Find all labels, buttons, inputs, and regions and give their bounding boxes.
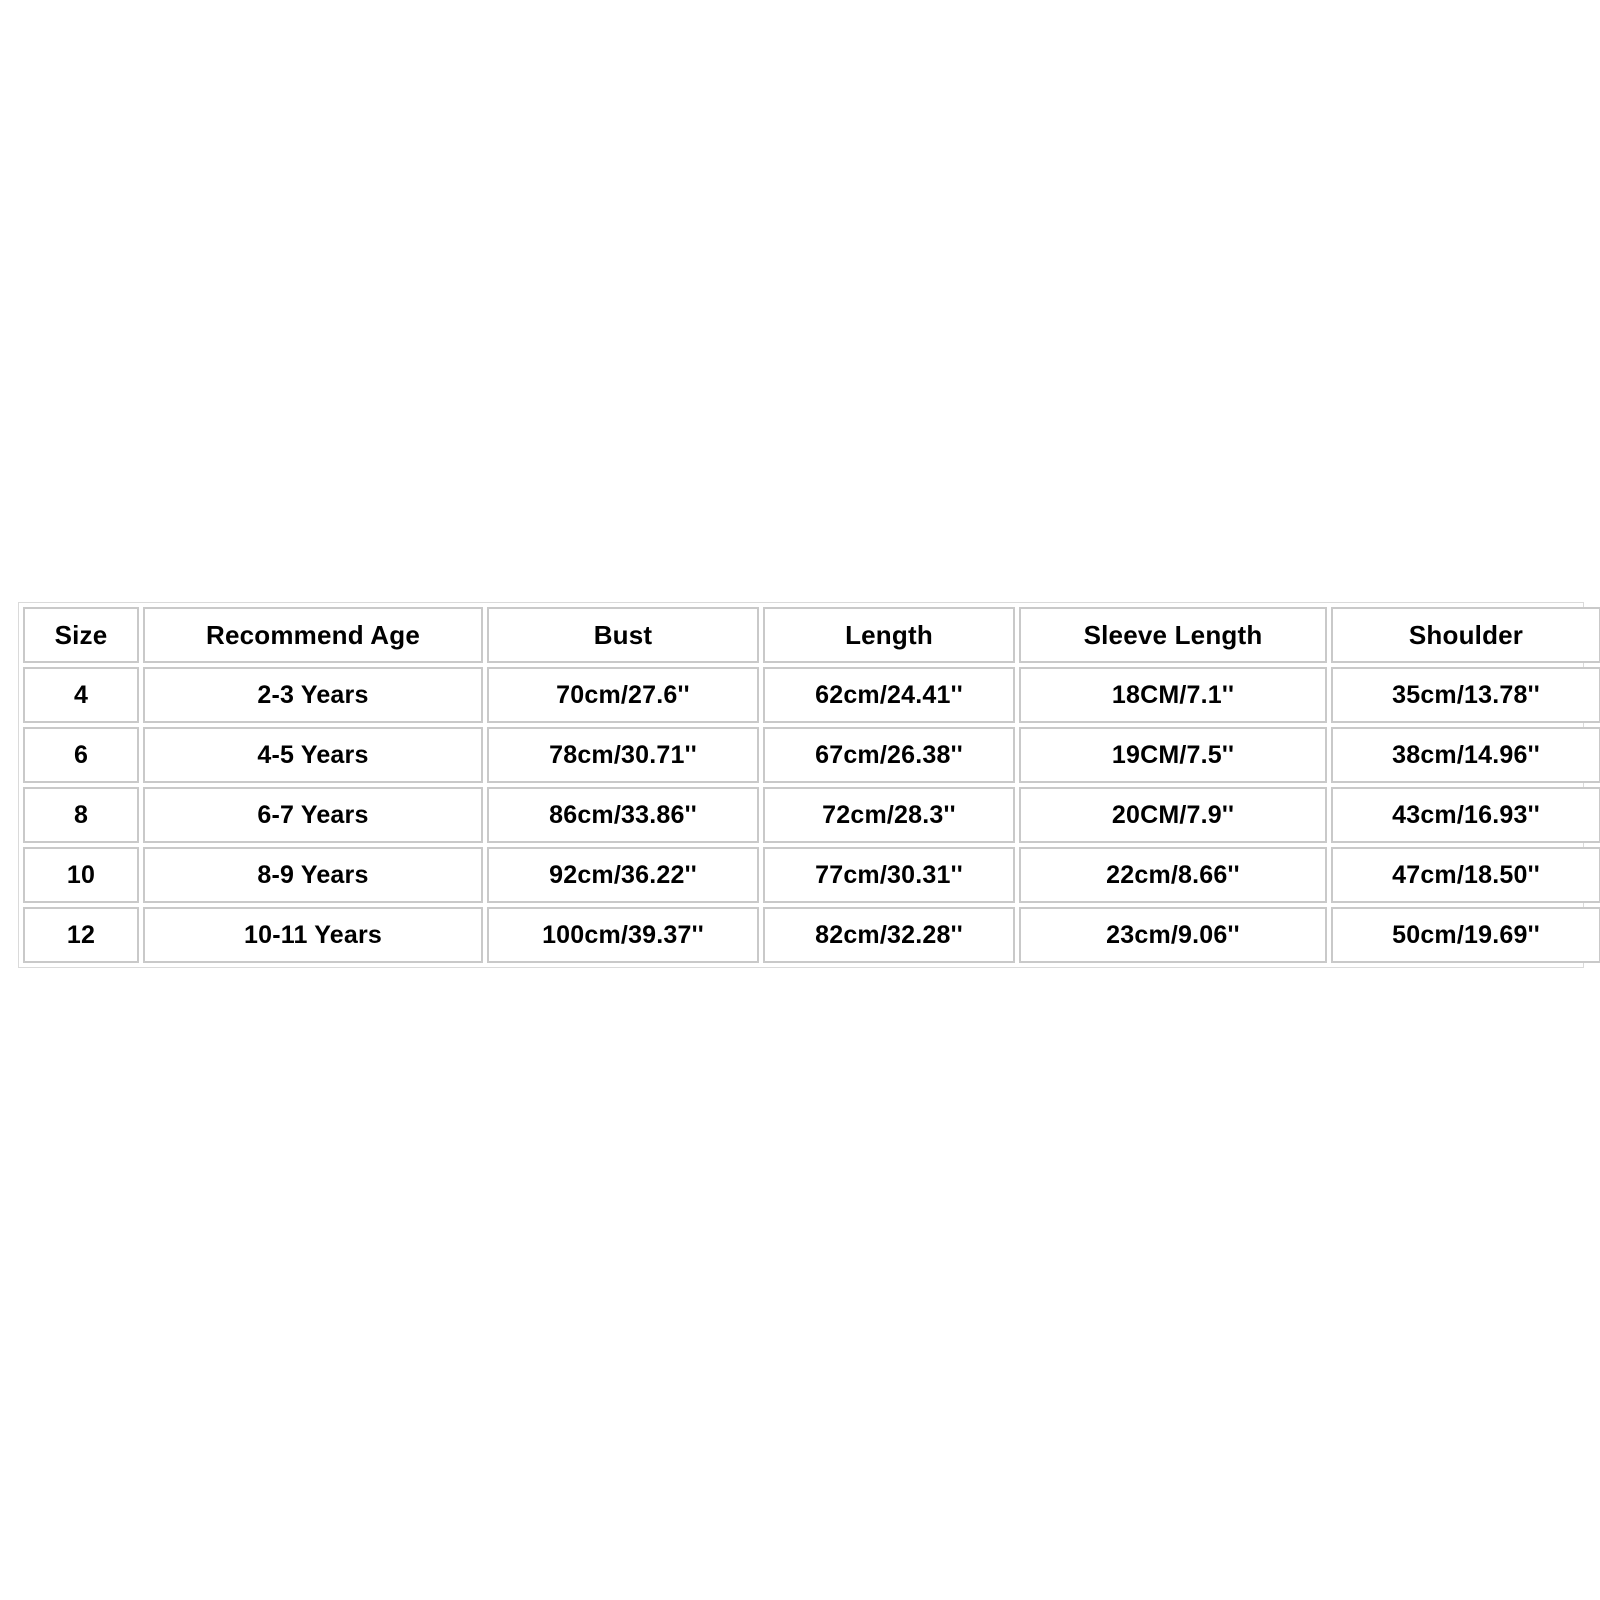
- cell-size: 12: [23, 907, 139, 963]
- cell-shoulder: 38cm/14.96'': [1331, 727, 1600, 783]
- column-header-sleeve-length: Sleeve Length: [1019, 607, 1327, 663]
- cell-length: 82cm/32.28'': [763, 907, 1015, 963]
- cell-size: 10: [23, 847, 139, 903]
- cell-sleeve-length: 18CM/7.1'': [1019, 667, 1327, 723]
- table-row: [23, 727, 1600, 783]
- table-row: [23, 907, 1600, 963]
- column-header-recommend-age: Recommend Age: [143, 607, 483, 663]
- cell-sleeve-length: 23cm/9.06'': [1019, 907, 1327, 963]
- cell-recommend-age: 4-5 Years: [143, 727, 483, 783]
- table-header-row: [23, 607, 1600, 663]
- cell-sleeve-length: 22cm/8.66'': [1019, 847, 1327, 903]
- cell-shoulder: 35cm/13.78'': [1331, 667, 1600, 723]
- cell-bust: 70cm/27.6'': [487, 667, 759, 723]
- table-body: [23, 667, 1600, 963]
- column-header-length: Length: [763, 607, 1015, 663]
- cell-sleeve-length: 19CM/7.5'': [1019, 727, 1327, 783]
- cell-bust: 86cm/33.86'': [487, 787, 759, 843]
- cell-shoulder: 43cm/16.93'': [1331, 787, 1600, 843]
- table-row: [23, 787, 1600, 843]
- cell-recommend-age: 6-7 Years: [143, 787, 483, 843]
- cell-recommend-age: 10-11 Years: [143, 907, 483, 963]
- cell-recommend-age: 2-3 Years: [143, 667, 483, 723]
- size-chart-container: [18, 602, 1584, 968]
- cell-bust: 78cm/30.71'': [487, 727, 759, 783]
- cell-recommend-age: 8-9 Years: [143, 847, 483, 903]
- table-header: [23, 607, 1600, 663]
- column-header-size: Size: [23, 607, 139, 663]
- cell-bust: 92cm/36.22'': [487, 847, 759, 903]
- cell-size: 8: [23, 787, 139, 843]
- cell-shoulder: 50cm/19.69'': [1331, 907, 1600, 963]
- cell-bust: 100cm/39.37'': [487, 907, 759, 963]
- cell-sleeve-length: 20CM/7.9'': [1019, 787, 1327, 843]
- table-row: [23, 847, 1600, 903]
- cell-length: 67cm/26.38'': [763, 727, 1015, 783]
- cell-size: 4: [23, 667, 139, 723]
- cell-length: 72cm/28.3'': [763, 787, 1015, 843]
- cell-length: 62cm/24.41'': [763, 667, 1015, 723]
- column-header-bust: Bust: [487, 607, 759, 663]
- cell-size: 6: [23, 727, 139, 783]
- table-row: [23, 667, 1600, 723]
- size-chart-table: [19, 603, 1600, 967]
- cell-length: 77cm/30.31'': [763, 847, 1015, 903]
- cell-shoulder: 47cm/18.50'': [1331, 847, 1600, 903]
- column-header-shoulder: Shoulder: [1331, 607, 1600, 663]
